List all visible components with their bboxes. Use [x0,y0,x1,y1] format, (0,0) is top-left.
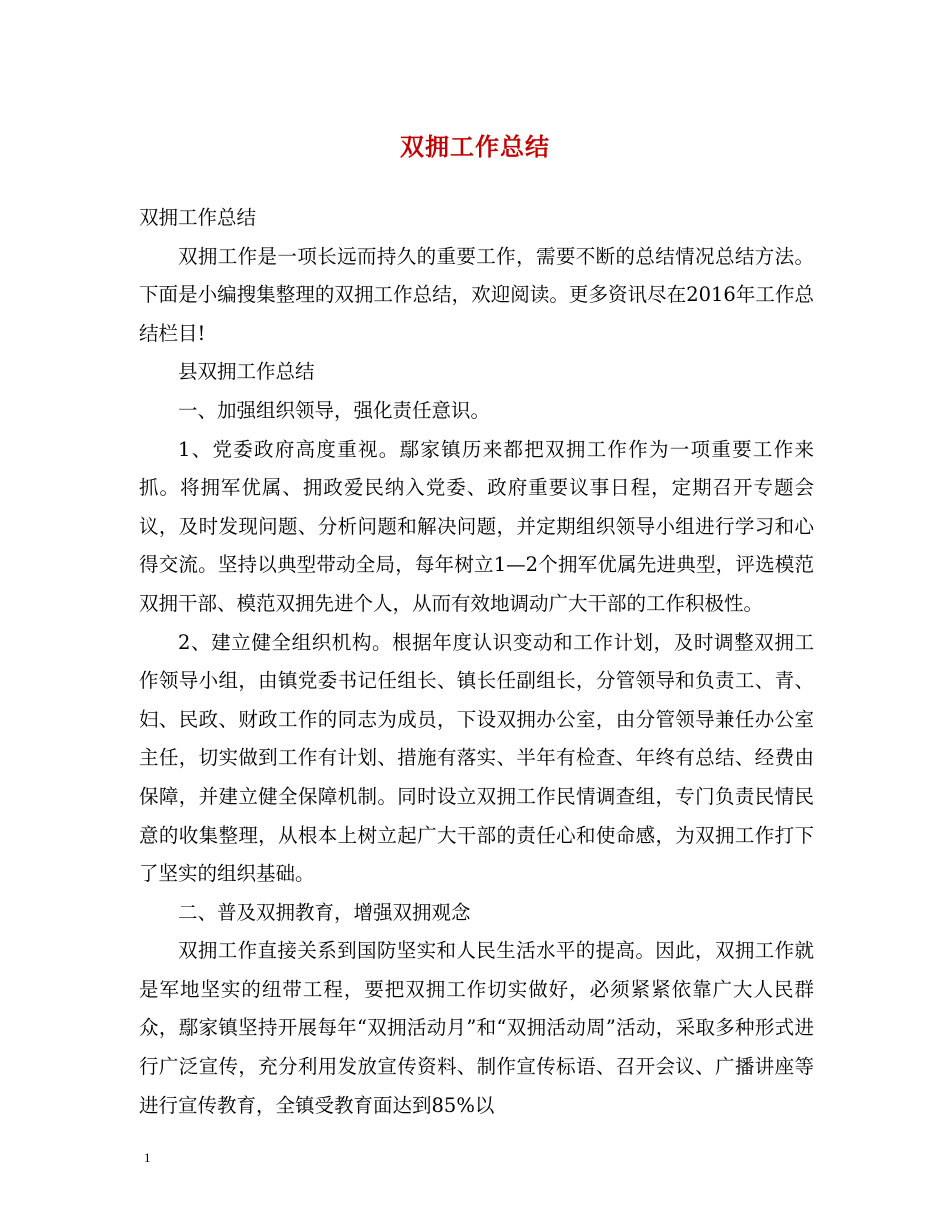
body-paragraph-heading: 双拥工作总结 [139,206,257,229]
document-body [139,199,814,1125]
body-paragraph-subheading: 县双拥工作总结 [178,360,315,384]
page-number: 1 [144,1150,151,1165]
body-paragraph-education: 双拥工作直接关系到国防坚实和人民生活水平的提高。因此，双拥工作就是军地坚实的纽带工程，要把双拥工作切实做好，必须紧紧依靠广大人民群众，鄢家镇坚持开展每年“双拥活动月”和“双拥活动周”活动，采取多种形式进行广泛宣传，充分利用发放宣传资料、制作宣传标语、召开会议、广播讲座等进行宣传教育，全镇受教育面达到85%以 [139,939,814,1117]
body-paragraph-item-1: 1、党委政府高度重视。鄢家镇历来都把双拥工作作为一项重要工作来抓。将拥军优属、拥政爱民纳入党委、政府重要议事日程，定期召开专题会议，及时发现问题、分析问题和解决问题，并定期组织领导小组进行学习和心得交流。坚持以典型带动全局，每年树立1—2个拥军优属先进典型，评选模范双拥干部、模范双拥先进个人，从而有效地调动广大干部的工作积极性。 [139,437,814,615]
section-heading-1: 一、加强组织领导，强化责任意识。 [178,398,491,422]
section-heading-2: 二、普及双拥教育，增强双拥观念 [178,900,471,924]
document-title: 双拥工作总结 [400,132,550,161]
body-paragraph-item-2: 2、建立健全组织机构。根据年度认识变动和工作计划，及时调整双拥工作领导小组，由镇党委书记任组长、镇长任副组长，分管领导和负责工、青、妇、民政、财政工作的同志为成员，下设双拥办公室，由分管领导兼任办公室主任，切实做到工作有计划、措施有落实、半年有检查、年终有总结、经费由保障，并建立健全保障机制。同时设立双拥工作民情调查组，专门负责民情民意的收集整理，从根本上树立起广大干部的责任心和使命感，为双拥工作打下了坚实的组织基础。 [139,630,814,886]
body-paragraph-intro: 双拥工作是一项长远而持久的重要工作，需要不断的总结情况总结方法。下面是小编搜集整理的双拥工作总结，欢迎阅读。更多资讯尽在2016年工作总结栏目! [139,244,814,345]
